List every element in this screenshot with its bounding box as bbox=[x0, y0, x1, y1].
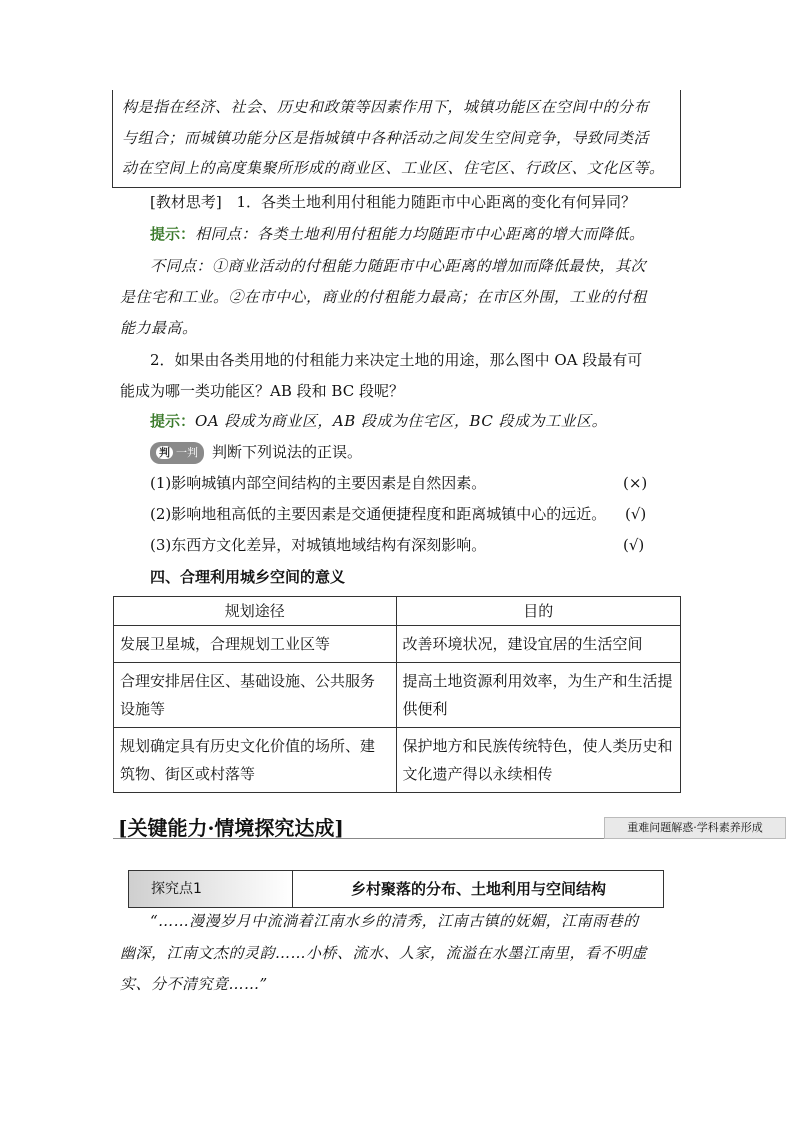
question-2-line-1: 2．如果由各类用地的付租能力来决定土地的用途，那么图中 OA 段最有可 bbox=[150, 351, 643, 369]
judge-badge-text: 一判 bbox=[176, 446, 198, 459]
quote-line-3: 实、分不清究竟……” bbox=[120, 975, 268, 993]
explore-label: 探究点1 bbox=[129, 871, 293, 907]
answer-2-text: OA 段成为商业区，AB 段成为住宅区，BC 段成为工业区。 bbox=[195, 412, 608, 430]
judge-mark-3: (√) bbox=[623, 536, 645, 554]
intro-line-3: 动在空间上的高度集聚所形成的商业区、工业区、住宅区、行政区、文化区等。 bbox=[122, 159, 665, 177]
key-section-tag: 重难问题解惑·学科素养形成 bbox=[604, 817, 786, 839]
quote-line-1: “……漫漫岁月中流淌着江南水乡的清秀，江南古镇的妩媚，江南雨巷的 bbox=[150, 912, 639, 930]
table-cell-approach: 规划确定具有历史文化价值的场所、建筑物、街区或村落等 bbox=[114, 728, 397, 793]
answer-1-diff-line-1: 不同点：①商业活动的付租能力随距市中心距离的增加而降低最快，其次 bbox=[150, 257, 647, 275]
table-header-purpose: 目的 bbox=[396, 597, 681, 626]
table-row bbox=[114, 728, 681, 793]
table-cell-approach: 合理安排居住区、基础设施、公共服务设施等 bbox=[114, 663, 397, 728]
judge-badge bbox=[150, 442, 204, 464]
answer-1-diff-line-3: 能力最高。 bbox=[120, 319, 198, 337]
section-4-heading: 四、合理利用城乡空间的意义 bbox=[150, 568, 346, 586]
intro-line-2: 与组合；而城镇功能分区是指城镇中各种活动之间发生空间竞争，导致同类活 bbox=[122, 129, 650, 147]
hint-label: 提示： bbox=[150, 225, 196, 243]
answer-1-same bbox=[150, 224, 645, 244]
judge-intro-text: 判断下列说法的正误。 bbox=[212, 443, 363, 461]
table-cell-approach: 发展卫星城，合理规划工业区等 bbox=[114, 626, 397, 663]
judge-item-3: (3)东西方文化差异，对城镇地域结构有深刻影响。 bbox=[150, 536, 487, 554]
hint-label-2: 提示： bbox=[150, 412, 196, 430]
key-section-title: [关键能力·情境探究达成] bbox=[118, 816, 344, 840]
table-row bbox=[114, 626, 681, 663]
table-cell-purpose: 保护地方和民族传统特色，使人类历史和文化遗产得以永续相传 bbox=[396, 728, 681, 793]
intro-line-1: 构是指在经济、社会、历史和政策等因素作用下，城镇功能区在空间中的分布 bbox=[122, 98, 650, 116]
judge-mark-2: (√) bbox=[625, 505, 647, 523]
answer-1-diff-line-2: 是住宅和工业。②在市中心，商业的付租能力最高；在市区外围，工业的付租 bbox=[120, 288, 648, 306]
judge-item-1: (1)影响城镇内部空间结构的主要因素是自然因素。 bbox=[150, 474, 487, 492]
table-header-row bbox=[114, 597, 681, 626]
table-header-approach: 规划途径 bbox=[114, 597, 397, 626]
think-question-1 bbox=[150, 192, 636, 212]
table-cell-purpose: 提高土地资源利用效率，为生产和生活提供便利 bbox=[396, 663, 681, 728]
answer-2 bbox=[150, 411, 607, 431]
quote-line-2: 幽深，江南文杰的灵韵……小桥、流水、人家，流溢在水墨江南里，看不明虚 bbox=[120, 944, 648, 962]
think-tag: [教材思考] bbox=[150, 193, 222, 211]
explore-title: 乡村聚落的分布、土地利用与空间结构 bbox=[350, 880, 606, 898]
planning-table bbox=[113, 596, 681, 793]
table-row bbox=[114, 663, 681, 728]
judge-badge-char: 判 bbox=[156, 446, 173, 459]
answer-1-same-text: 相同点：各类土地利用付租能力均随距市中心距离的增大而降低。 bbox=[195, 225, 645, 243]
table-cell-purpose: 改善环境状况，建设宜居的生活空间 bbox=[396, 626, 681, 663]
judge-intro bbox=[150, 442, 362, 464]
question-1-text: 1．各类土地利用付租能力随距市中心距离的变化有何异同？ bbox=[236, 193, 637, 211]
question-2-line-2: 能成为哪一类功能区？AB 段和 BC 段呢？ bbox=[120, 382, 404, 400]
judge-item-2: (2)影响地租高低的主要因素是交通便捷程度和距离城镇中心的远近。 bbox=[150, 505, 607, 523]
judge-mark-1: (×) bbox=[623, 474, 648, 492]
